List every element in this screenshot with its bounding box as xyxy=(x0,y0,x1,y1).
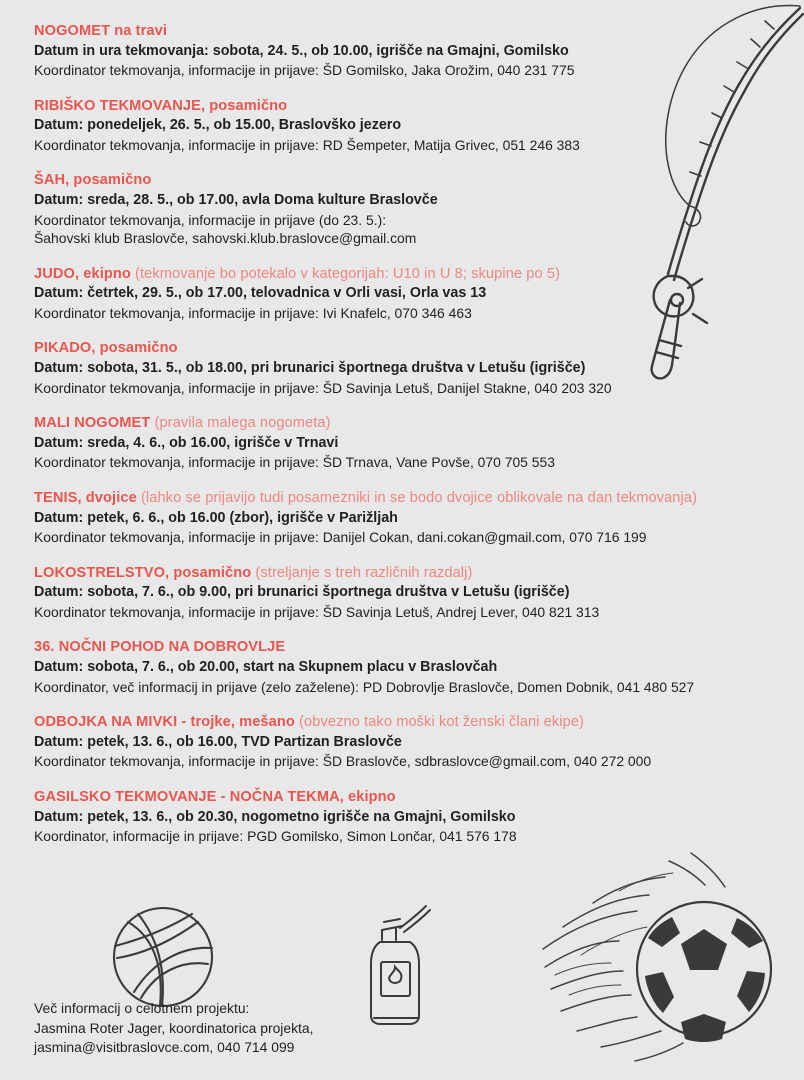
event-title xyxy=(34,265,770,284)
event-title-note-light: (streljanje s treh različnih razdalj) xyxy=(251,564,473,581)
event-title-note-light: (tekmovanje bo potekalo v kategorijah: U10 in U 8; skupine po 5) xyxy=(130,265,561,282)
event-item xyxy=(34,788,770,846)
event-date: Datum: sobota, 7. 6., ob 9.00, pri brunarici športnega društva v Letušu (igrišče) xyxy=(34,584,570,601)
event-date: Datum: sobota, 31. 5., ob 18.00, pri brunarici športnega društva v Letušu (igrišče) xyxy=(34,360,586,377)
event-title-main: GASILSKO TEKMOVANJE - NOČNA TEKMA, xyxy=(34,788,344,805)
fire-extinguisher-illustration xyxy=(352,900,448,1030)
event-item xyxy=(34,489,770,547)
event-title-main: LOKOSTRELSTVO, xyxy=(34,564,170,581)
event-date: Datum: četrtek, 29. 5., ob 17.00, telovadnica v Orli vasi, Orla vas 13 xyxy=(34,285,487,302)
event-title-note: ekipno xyxy=(343,788,396,805)
event-info xyxy=(34,136,734,154)
event-item xyxy=(34,713,770,771)
event-info-line1: Koordinator, informacije in prijave: PGD Gomilsko, Simon Lončar, 041 576 178 xyxy=(34,828,517,845)
event-info-line2: Šahovski klub Braslovče, sahovski.klub.braslovce@gmail.com xyxy=(34,230,417,247)
event-info-line1: Koordinator tekmovanja, informacije in prijave: ŠD Trnava, Vane Povše, 070 705 553 xyxy=(34,454,555,471)
event-info xyxy=(34,211,734,248)
event-info-line1: Koordinator tekmovanja, informacije in prijave: ŠD Braslovče, sdbraslovce@gmail.com, 040 272 000 xyxy=(34,753,652,770)
event-item xyxy=(34,97,770,155)
event-item xyxy=(34,564,770,622)
event-title-main: PIKADO, xyxy=(34,340,96,357)
event-info-line1: Koordinator, več informacij in prijave (zelo zaželene): PD Dobrovlje Braslovče, Domen Dobnik, 041 480 527 xyxy=(34,678,695,695)
event-date: Datum: sreda, 4. 6., ob 16.00, igrišče v Trnavi xyxy=(34,434,339,451)
event-item xyxy=(34,638,770,696)
event-title xyxy=(34,339,770,358)
event-info-line1: Koordinator tekmovanja, informacije in prijave: Danijel Cokan, dani.cokan@gmail.com, 070 716 199 xyxy=(34,529,647,546)
event-info-line1: Koordinator tekmovanja, informacije in prijave: Ivi Knafelc, 070 346 463 xyxy=(34,304,472,321)
event-title-note: na travi xyxy=(110,23,167,39)
event-date: Datum in ura tekmovanja: sobota, 24. 5., ob 10.00, igrišče na Gmajni, Gomilsko xyxy=(34,42,569,59)
volleyball-illustration xyxy=(108,902,218,1012)
event-info xyxy=(34,304,734,322)
event-title xyxy=(34,713,770,732)
event-item xyxy=(34,22,770,80)
event-title xyxy=(34,414,770,433)
event-date: Datum: sreda, 28. 5., ob 17.00, avla Doma kulture Braslovče xyxy=(34,192,438,209)
event-item xyxy=(34,339,770,397)
event-title-main: MALI NOGOMET xyxy=(34,415,151,432)
event-info xyxy=(34,528,734,546)
event-item xyxy=(34,171,770,247)
event-title xyxy=(34,22,770,41)
event-title-note-light: (pravila malega nogometa) xyxy=(150,415,331,432)
event-title-note: dvojice xyxy=(81,489,137,506)
event-title-main: RIBIŠKO TEKMOVANJE, xyxy=(34,97,206,114)
event-info xyxy=(34,453,734,471)
event-title xyxy=(34,489,770,508)
event-date: Datum: petek, 13. 6., ob 16.00, TVD Partizan Braslovče xyxy=(34,733,402,750)
event-title-main: JUDO, xyxy=(34,265,80,282)
footer-line-3: jasmina@visitbraslovce.com, 040 714 099 xyxy=(34,1039,295,1056)
event-info xyxy=(34,603,734,621)
event-date: Datum: sobota, 7. 6., ob 20.00, start na Skupnem placu v Braslovčah xyxy=(34,659,498,676)
event-title xyxy=(34,788,770,807)
event-info-line1: Koordinator tekmovanja, informacije in prijave: ŠD Savinja Letuš, Danijel Stakne, 040 203 320 xyxy=(34,379,612,396)
event-info xyxy=(34,827,734,845)
event-info-line1: Koordinator tekmovanja, informacije in prijave: ŠD Savinja Letuš, Andrej Lever, 040 821 313 xyxy=(34,603,600,620)
footer-line-2: Jasmina Roter Jager, koordinatorica projekta, xyxy=(34,1019,314,1036)
event-item xyxy=(34,265,770,323)
event-info-line1: Koordinator tekmovanja, informacije in prijave: ŠD Gomilsko, Jaka Orožim, 040 231 775 xyxy=(34,62,575,79)
event-title-main: NOGOMET xyxy=(34,23,111,39)
event-title-note: posamično xyxy=(69,172,152,189)
event-date: Datum: ponedeljek, 26. 5., ob 15.00, Braslovško jezero xyxy=(34,117,402,134)
event-info xyxy=(34,752,734,770)
event-title xyxy=(34,638,770,657)
event-title-note-light: (obvezno tako moški kot ženski člani ekipe) xyxy=(294,714,585,731)
event-title-note: posamično xyxy=(205,97,288,114)
event-title xyxy=(34,171,770,190)
event-info xyxy=(34,61,734,79)
event-date: Datum: petek, 6. 6., ob 16.00 (zbor), igrišče v Parižljah xyxy=(34,509,398,526)
flaming-football-illustration xyxy=(541,845,796,1070)
event-title-main: TENIS, xyxy=(34,489,82,506)
event-info xyxy=(34,379,734,397)
event-title-note-light: (lahko se prijavijo tudi posamezniki in se bodo dvojice oblikovale na dan tekmovanja) xyxy=(136,489,698,506)
event-info xyxy=(34,678,734,696)
event-title-note: ekipno xyxy=(79,265,131,282)
event-title-main: ŠAH, xyxy=(34,172,70,189)
event-title-main: ODBOJKA NA MIVKI - trojke, xyxy=(34,714,235,731)
event-info-line1: Koordinator tekmovanja, informacije in prijave (do 23. 5.): xyxy=(34,211,387,228)
event-title-main: 36. NOČNI POHOD NA DOBROVLJE xyxy=(34,639,286,656)
event-title xyxy=(34,564,770,583)
event-info-line1: Koordinator tekmovanja, informacije in prijave: RD Šempeter, Matija Grivec, 051 246 383 xyxy=(34,136,580,153)
event-title-note: mešano xyxy=(234,714,295,731)
footer-line-1: Več informacij o celotnem projektu: xyxy=(34,999,250,1016)
event-date: Datum: petek, 13. 6., ob 20.30, nogometno igrišče na Gmajni, Gomilsko xyxy=(34,808,516,825)
event-item xyxy=(34,414,770,472)
event-title xyxy=(34,97,770,116)
contact-footer xyxy=(34,999,314,1058)
event-title-note: posamično xyxy=(169,564,252,581)
event-title-note: posamično xyxy=(95,340,178,357)
